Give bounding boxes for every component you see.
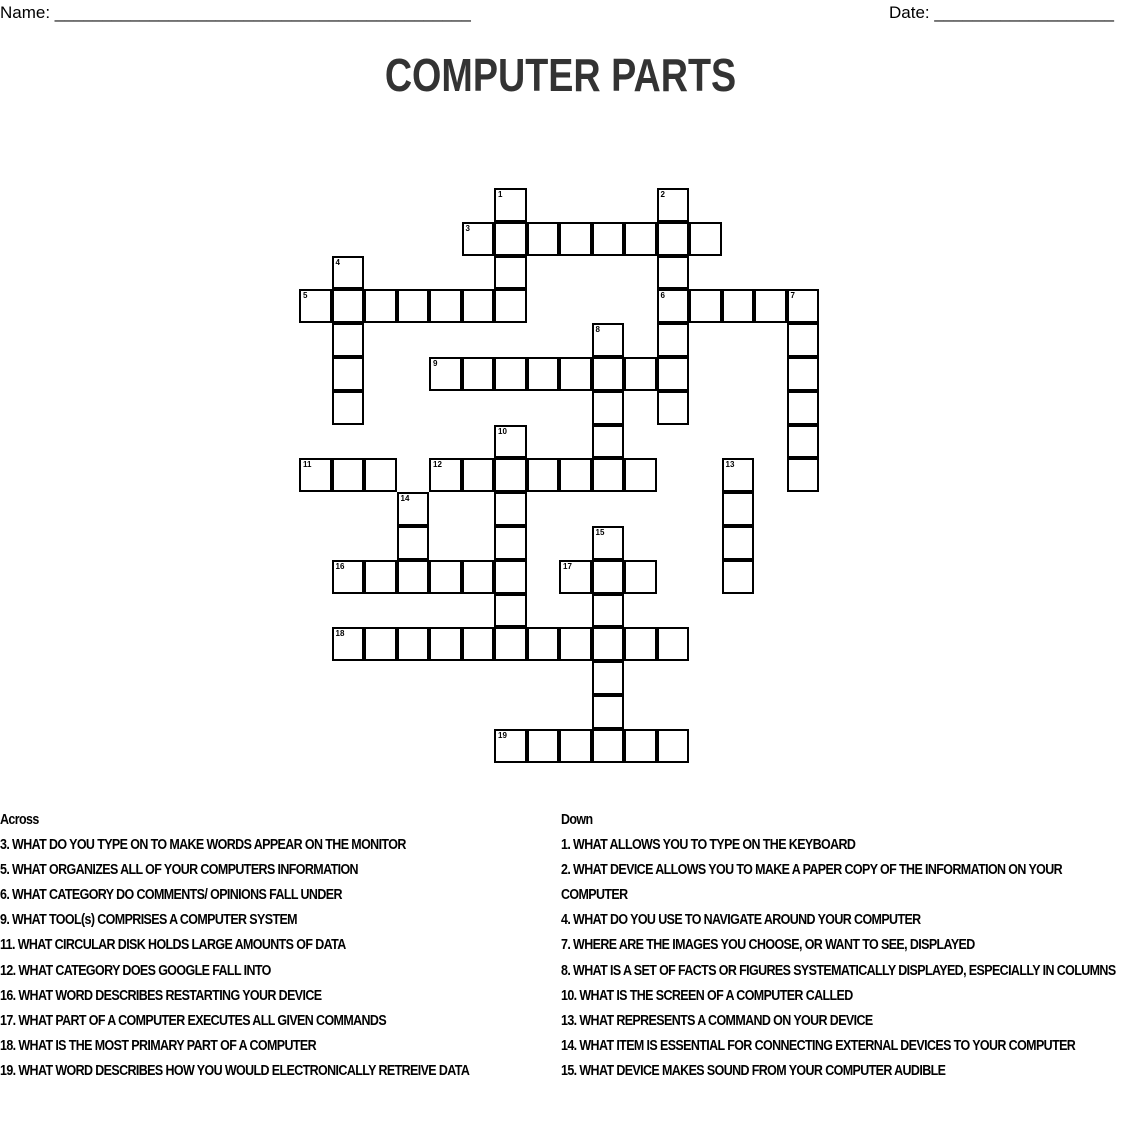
crossword-cell[interactable] [559, 458, 592, 492]
crossword-cell[interactable] [494, 492, 527, 526]
crossword-cell[interactable] [332, 627, 365, 661]
down-clue: 1. WHAT ALLOWS YOU TO TYPE ON THE KEYBOARD [561, 837, 856, 854]
crossword-cell[interactable] [494, 560, 527, 594]
clue-number: 13 [725, 460, 735, 470]
across-clues [0, 808, 469, 1084]
crossword-cell[interactable] [592, 661, 625, 695]
clue-number: 6 [660, 291, 665, 301]
crossword-cell[interactable] [657, 729, 690, 763]
across-clue: 11. WHAT CIRCULAR DISK HOLDS LARGE AMOUNTS OF DATA [0, 937, 346, 954]
across-clue: 6. WHAT CATEGORY DO COMMENTS/ OPINIONS FALL UNDER [0, 887, 342, 904]
crossword-cell[interactable] [494, 594, 527, 628]
clue-number: 8 [595, 325, 600, 335]
crossword-cell[interactable] [494, 289, 527, 323]
crossword-cell[interactable] [559, 560, 592, 594]
crossword-cell[interactable] [689, 289, 722, 323]
crossword-cell[interactable] [462, 560, 495, 594]
clue-number: 15 [595, 528, 605, 537]
crossword-cell[interactable] [299, 289, 332, 323]
crossword-cell[interactable] [787, 323, 820, 357]
crossword-cell[interactable] [364, 289, 397, 323]
down-clue: 2. WHAT DEVICE ALLOWS YOU TO MAKE A PAPER COPY OF THE INFORMATION ON YOUR COMPUTER [561, 862, 1063, 904]
clue-number: 16 [335, 561, 345, 571]
crossword-cell[interactable] [462, 222, 495, 256]
crossword-cell[interactable] [722, 526, 755, 560]
crossword-cell[interactable] [494, 729, 527, 763]
down-clue: 14. WHAT ITEM IS ESSENTIAL FOR CONNECTING EXTERNAL DEVICES TO YOUR COMPUTER [561, 1037, 1076, 1054]
crossword-cell[interactable] [332, 458, 365, 492]
crossword-cell[interactable] [462, 289, 495, 323]
clue-number: 5 [303, 291, 308, 301]
crossword-cell[interactable] [462, 458, 495, 492]
crossword-cell[interactable] [332, 357, 365, 391]
crossword-cell[interactable] [527, 357, 560, 391]
crossword-cell[interactable] [364, 458, 397, 492]
crossword-cell[interactable] [657, 357, 690, 391]
clue-number: 9 [433, 359, 438, 368]
crossword-cell[interactable] [429, 560, 462, 594]
across-heading: Across [0, 812, 39, 828]
crossword-cell[interactable] [332, 289, 365, 323]
crossword-cell[interactable] [592, 729, 625, 763]
crossword-cell[interactable] [429, 627, 462, 661]
crossword-cell[interactable] [624, 222, 657, 256]
crossword-cell[interactable] [657, 627, 690, 661]
crossword-cell[interactable] [592, 560, 625, 594]
down-clue: 13. WHAT REPRESENTS A COMMAND ON YOUR DEVICE [561, 1012, 873, 1029]
crossword-cell[interactable] [332, 560, 365, 594]
down-clue: 4. WHAT DO YOU USE TO NAVIGATE AROUND YOUR COMPUTER [561, 912, 921, 929]
crossword-cell[interactable] [592, 594, 625, 628]
crossword-cell[interactable] [592, 695, 625, 729]
crossword-cell[interactable] [559, 729, 592, 763]
across-clue: 12. WHAT CATEGORY DOES GOOGLE FALL INTO [0, 962, 271, 979]
across-clue: 5. WHAT ORGANIZES ALL OF YOUR COMPUTERS INFORMATION [0, 862, 358, 879]
crossword-cell[interactable] [657, 222, 690, 256]
clue-number: 4 [335, 257, 340, 267]
crossword-cell[interactable] [494, 357, 527, 391]
crossword-cell[interactable] [332, 391, 365, 425]
across-clue: 17. WHAT PART OF A COMPUTER EXECUTES ALL GIVEN COMMANDS [0, 1012, 387, 1029]
crossword-cell[interactable] [592, 323, 625, 357]
crossword-cell[interactable] [332, 323, 365, 357]
crossword-cell[interactable] [592, 526, 625, 560]
crossword-cell[interactable] [624, 560, 657, 594]
crossword-cell[interactable] [624, 458, 657, 492]
crossword-cell[interactable] [462, 357, 495, 391]
crossword-cell[interactable] [787, 289, 820, 323]
crossword-cell[interactable] [787, 425, 820, 459]
crossword-cell[interactable] [689, 222, 722, 256]
crossword-cell[interactable] [397, 526, 430, 560]
crossword-cell[interactable] [332, 256, 365, 290]
crossword-cell[interactable] [592, 627, 625, 661]
crossword-cell[interactable] [559, 627, 592, 661]
crossword-cell[interactable] [592, 222, 625, 256]
crossword-cell[interactable] [494, 526, 527, 560]
crossword-cell[interactable] [397, 289, 430, 323]
crossword-cell[interactable] [397, 627, 430, 661]
crossword-cell[interactable] [624, 729, 657, 763]
crossword-cell[interactable] [527, 627, 560, 661]
crossword-cell[interactable] [722, 560, 755, 594]
crossword-cell[interactable] [429, 458, 462, 492]
clue-number: 11 [303, 460, 312, 470]
crossword-cell[interactable] [624, 357, 657, 391]
down-heading: Down [561, 812, 593, 828]
crossword-cell[interactable] [494, 188, 527, 222]
across-clue: 3. WHAT DO YOU TYPE ON TO MAKE WORDS APPEAR ON THE MONITOR [0, 837, 406, 854]
crossword-cell[interactable] [624, 627, 657, 661]
name-field[interactable]: Name: ____________________________________________ [0, 3, 471, 22]
crossword-cell[interactable] [494, 256, 527, 290]
crossword-cell[interactable] [657, 391, 690, 425]
crossword-cell[interactable] [559, 222, 592, 256]
clue-number: 14 [400, 494, 410, 504]
crossword-cell[interactable] [722, 458, 755, 492]
crossword-cell[interactable] [494, 627, 527, 661]
crossword-cell[interactable] [364, 560, 397, 594]
down-clues [561, 808, 1120, 1084]
crossword-cell[interactable] [592, 425, 625, 459]
clue-number: 10 [498, 426, 507, 436]
crossword-cell[interactable] [592, 357, 625, 391]
crossword-cell[interactable] [754, 289, 787, 323]
clue-number: 17 [563, 561, 572, 571]
crossword-cell[interactable] [527, 729, 560, 763]
crossword-cell[interactable] [397, 560, 430, 594]
crossword-cell[interactable] [657, 256, 690, 290]
across-clue: 16. WHAT WORD DESCRIBES RESTARTING YOUR DEVICE [0, 987, 322, 1004]
clue-number: 12 [433, 460, 442, 470]
crossword-cell[interactable] [657, 323, 690, 357]
down-clue: 7. WHERE ARE THE IMAGES YOU CHOOSE, OR WANT TO SEE, DISPLAYED [561, 937, 975, 954]
down-clue: 10. WHAT IS THE SCREEN OF A COMPUTER CALLED [561, 987, 853, 1004]
crossword-cell[interactable] [494, 222, 527, 256]
clue-number: 18 [335, 629, 345, 639]
clue-number: 2 [660, 190, 665, 199]
crossword-cell[interactable] [397, 492, 430, 526]
crossword-cell[interactable] [527, 222, 560, 256]
crossword-cell[interactable] [592, 391, 625, 425]
crossword-cell[interactable] [364, 627, 397, 661]
crossword-cell[interactable] [722, 289, 755, 323]
crossword-cell[interactable] [787, 391, 820, 425]
clue-number: 19 [498, 730, 507, 740]
across-clue: 18. WHAT IS THE MOST PRIMARY PART OF A COMPUTER [0, 1037, 317, 1054]
crossword-cell[interactable] [462, 627, 495, 661]
clue-number: 1 [498, 190, 503, 199]
across-clue: 9. WHAT TOOL(s) COMPRISES A COMPUTER SYSTEM [0, 912, 297, 929]
clue-number: 7 [790, 291, 795, 301]
crossword-cell[interactable] [429, 289, 462, 323]
down-clue: 15. WHAT DEVICE MAKES SOUND FROM YOUR COMPUTER AUDIBLE [561, 1062, 946, 1079]
crossword-cell[interactable] [429, 357, 462, 391]
crossword-cell[interactable] [657, 188, 690, 222]
date-field[interactable]: Date: ___________________ [889, 3, 1114, 22]
crossword-cell[interactable] [787, 458, 820, 492]
crossword-cell[interactable] [592, 458, 625, 492]
down-clue: 8. WHAT IS A SET OF FACTS OR FIGURES SYSTEMATICALLY DISPLAYED, ESPECIALLY IN COLUMNS [561, 962, 1116, 979]
crossword-cell[interactable] [657, 289, 690, 323]
page-title: COMPUTER PARTS [384, 49, 737, 101]
crossword-cell[interactable] [722, 492, 755, 526]
crossword-cell[interactable] [559, 357, 592, 391]
crossword-cell[interactable] [787, 357, 820, 391]
crossword-cell[interactable] [527, 458, 560, 492]
crossword-cell[interactable] [494, 458, 527, 492]
crossword-cell[interactable] [299, 458, 332, 492]
across-clue: 19. WHAT WORD DESCRIBES HOW YOU WOULD ELECTRONICALLY RETREIVE DATA [0, 1062, 470, 1079]
crossword-cell[interactable] [494, 425, 527, 459]
clue-number: 3 [465, 223, 470, 233]
